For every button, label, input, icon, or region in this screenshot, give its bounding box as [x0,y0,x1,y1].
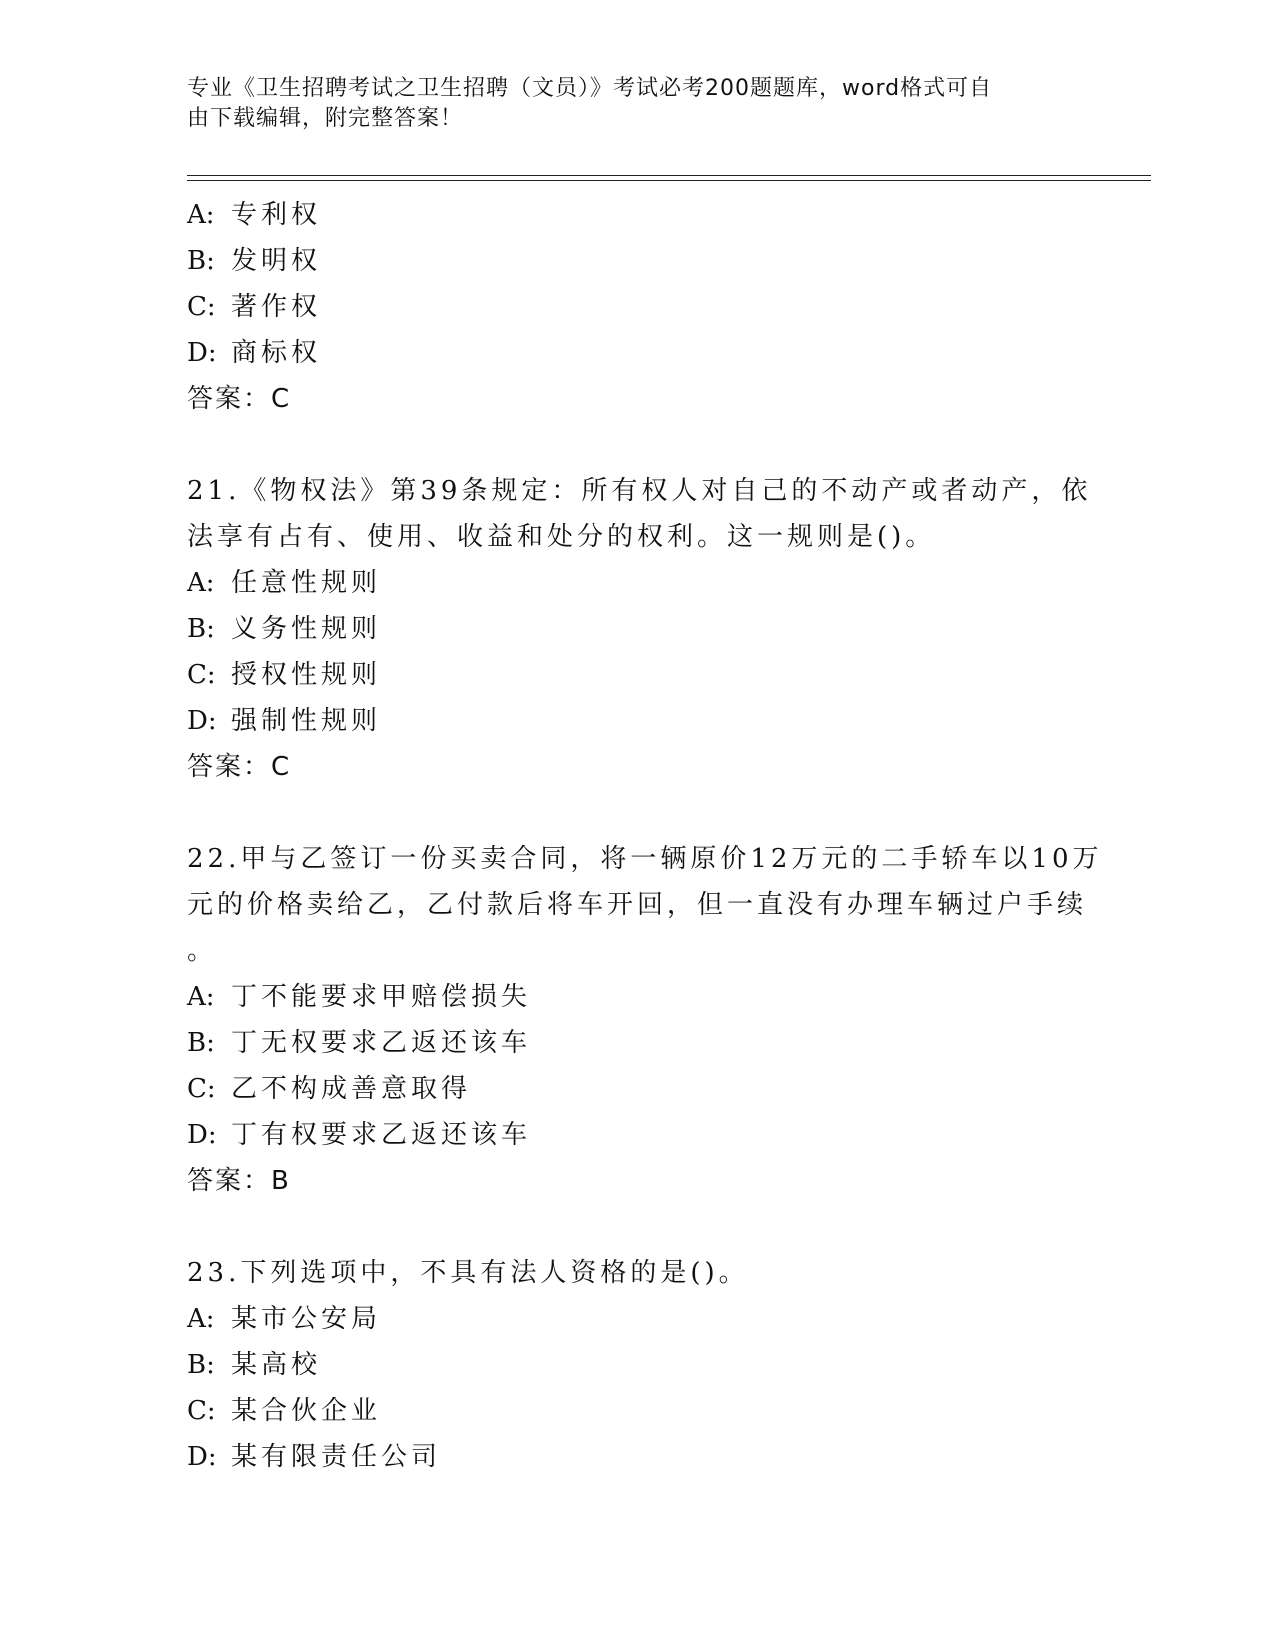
option-b: B: 某高校 [187,1350,322,1380]
answer-label: 答案：C [187,752,292,782]
question-stem: 法享有占有、使用、收益和处分的权利。这一规则是()。 [187,522,936,552]
question-stem: 22.甲与乙签订一份买卖合同，将一辆原价12万元的二手轿车以10万 [187,844,1103,874]
question-22 [187,836,1103,1204]
question-23 [187,1250,1087,1480]
document-header [187,74,1087,134]
option-d: D: 某有限责任公司 [187,1442,442,1472]
prev-question [187,192,1087,422]
question-content [187,192,1103,1480]
header-rule-bottom [187,180,1151,181]
option-c: C: 著作权 [187,292,322,322]
option-d: D: 强制性规则 [187,706,382,736]
header-line-2: 由下载编辑，附完整答案！ [187,106,464,131]
question-stem: 21.《物权法》第39条规定：所有权人对自己的不动产或者动产，依 [187,476,1092,506]
question-stem: 。 [187,936,218,966]
option-b: B: 发明权 [187,246,322,276]
option-a: A: 专利权 [187,200,322,230]
spacer [187,422,1087,468]
answer-label: 答案：C [187,384,292,414]
option-c: C: 某合伙企业 [187,1396,382,1426]
option-d: D: 商标权 [187,338,322,368]
option-c: C: 授权性规则 [187,660,382,690]
option-b: B: 丁无权要求乙返还该车 [187,1028,532,1058]
header-line-1: 专业《卫生招聘考试之卫生招聘（文员）》考试必考200题题库，word格式可自 [187,76,993,101]
header-rule-top [187,175,1151,176]
option-a: A: 丁不能要求甲赔偿损失 [187,982,532,1012]
question-stem: 23.下列选项中，不具有法人资格的是()。 [187,1258,749,1288]
option-b: B: 义务性规则 [187,614,382,644]
option-a: A: 任意性规则 [187,568,382,598]
spacer [187,1204,1087,1250]
answer-label: 答案：B [187,1166,291,1196]
spacer [187,790,1087,836]
option-a: A: 某市公安局 [187,1304,382,1334]
question-stem: 元的价格卖给乙，乙付款后将车开回，但一直没有办理车辆过户手续 [187,890,1088,920]
question-21 [187,468,1092,790]
option-d: D: 丁有权要求乙返还该车 [187,1120,532,1150]
option-c: C: 乙不构成善意取得 [187,1074,472,1104]
